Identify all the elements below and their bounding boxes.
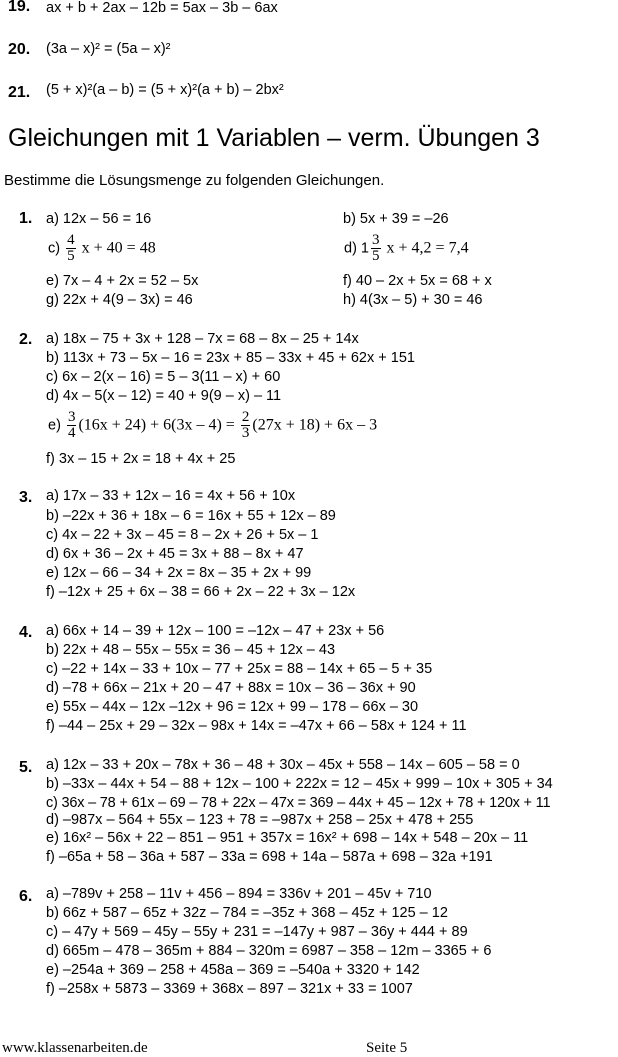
exercise-number-5: 5.	[19, 759, 33, 776]
ex1-d-rest: x + 4,2 = 7,4	[386, 239, 469, 257]
ex6-line: c) – 47y + 569 – 45y – 55y + 231 = –147y + 987 – 36y + 444 + 89	[46, 924, 468, 940]
ex4-line: f) –44 – 25x + 29 – 32x – 98x + 14x = –47x + 66 – 58x + 124 + 11	[46, 718, 467, 734]
ex1-d-label: d) 1	[344, 240, 369, 257]
ex1-g: g) 22x + 4(9 – 3x) = 46	[46, 292, 193, 308]
ex2-e-rest: (27x + 18) + 6x – 3	[252, 416, 378, 434]
ex5-line: a) 12x – 33 + 20x – 78x + 36 – 48 + 30x – 45x + 558 – 14x – 605 – 58 = 0	[46, 757, 520, 773]
fraction	[371, 233, 381, 264]
ex1-c	[48, 233, 156, 264]
ex4-line: c) –22 + 14x – 33 + 10x – 77 + 25x = 88 – 14x + 65 – 5 + 35	[46, 661, 433, 677]
ex2-c: c) 6x – 2(x – 16) = 5 – 3(11 – x) + 60	[46, 369, 281, 385]
ex3-line: f) –12x + 25 + 6x – 38 = 66 + 2x – 22 + 3x – 12x	[46, 584, 356, 600]
ex1-c-rest: x + 40 = 48	[81, 239, 156, 257]
ex4-line: a) 66x + 14 – 39 + 12x – 100 = –12x – 47 + 23x + 56	[46, 623, 385, 639]
problem-number-20: 20.	[8, 41, 31, 58]
fraction-numerator: 3	[372, 232, 380, 248]
ex1-a: a) 12x – 56 = 16	[46, 211, 152, 227]
ex1-e: e) 7x – 4 + 2x = 52 – 5x	[46, 273, 199, 289]
fraction-denominator: 3	[241, 425, 250, 441]
ex2-e-middle: (16x + 24) + 6(3x – 4) =	[78, 416, 235, 434]
ex3-line: b) –22x + 36 + 18x – 6 = 16x + 55 + 12x – 89	[46, 508, 336, 524]
exercise-number-4: 4.	[19, 624, 33, 641]
ex3-line: d) 6x + 36 – 2x + 45 = 3x + 88 – 8x + 47	[46, 546, 304, 562]
fraction-numerator: 2	[241, 409, 250, 425]
ex3-line: e) 12x – 66 – 34 + 2x = 8x – 35 + 2x + 99	[46, 565, 312, 581]
ex6-line: f) –258x + 5873 – 3369 + 368x – 897 – 321x + 33 = 1007	[46, 981, 413, 997]
instructions: Bestimme die Lösungsmenge zu folgenden Gleichungen.	[4, 172, 385, 189]
ex3-line: a) 17x – 33 + 12x – 16 = 4x + 56 + 10x	[46, 488, 296, 504]
footer-website: www.klassenarbeiten.de	[2, 1040, 148, 1056]
ex6-line: d) 665m – 478 – 365m + 884 – 320m = 6987 – 358 – 12m – 3365 + 6	[46, 943, 492, 959]
problem-number-21: 21.	[8, 84, 31, 101]
fraction	[66, 233, 76, 264]
ex5-line: b) –33x – 44x + 54 – 88 + 12x – 100 + 222x = 12 – 45x + 999 – 10x + 305 + 34	[46, 776, 553, 792]
exercise-number-3: 3.	[19, 489, 33, 506]
fraction-numerator: 3	[67, 409, 76, 425]
ex5-line: d) –987x – 564 + 55x – 123 + 78 = –987x + 258 – 25x + 478 + 255	[46, 812, 474, 828]
ex6-line: a) –789v + 258 – 11v + 456 – 894 = 336v + 201 – 45v + 710	[46, 886, 432, 902]
fraction	[67, 410, 77, 441]
fraction	[241, 410, 251, 441]
ex2-e	[48, 410, 377, 441]
problem-19-equation: ax + b + 2ax – 12b = 5ax – 3b – 6ax	[46, 0, 278, 16]
problem-20-equation: (3a – x)² = (5a – x)²	[46, 41, 171, 57]
problem-21-equation: (5 + x)²(a – b) = (5 + x)²(a + b) – 2bx²	[46, 82, 284, 98]
fraction-numerator: 4	[67, 232, 75, 248]
fraction-denominator: 4	[67, 425, 76, 441]
ex5-line: f) –65a + 58 – 36a + 587 – 33a = 698 + 14a – 587a + 698 – 32a +191	[46, 849, 493, 865]
ex1-b: b) 5x + 39 = –26	[343, 211, 449, 227]
ex1-h: h) 4(3x – 5) + 30 = 46	[343, 292, 483, 308]
page-title: Gleichungen mit 1 Variablen – verm. Übungen 3	[8, 124, 540, 152]
ex1-f: f) 40 – 2x + 5x = 68 + x	[343, 273, 492, 289]
ex2-e-label: e)	[48, 417, 61, 434]
ex1-c-label: c)	[48, 240, 61, 257]
ex3-line: c) 4x – 22 + 3x – 45 = 8 – 2x + 26 + 5x – 1	[46, 527, 319, 543]
exercise-number-2: 2.	[19, 331, 33, 348]
ex2-d: d) 4x – 5(x – 12) = 40 + 9(9 – x) – 11	[46, 388, 282, 404]
ex2-f: f) 3x – 15 + 2x = 18 + 4x + 25	[46, 451, 236, 467]
ex2-a: a) 18x – 75 + 3x + 128 – 7x = 68 – 8x – 25 + 14x	[46, 331, 359, 347]
exercise-number-1: 1.	[19, 210, 33, 227]
ex4-line: e) 55x – 44x – 12x –12x + 96 = 12x + 99 – 178 – 66x – 30	[46, 699, 419, 715]
exercise-number-6: 6.	[19, 888, 33, 905]
ex2-b: b) 113x + 73 – 5x – 16 = 23x + 85 – 33x + 45 + 62x + 151	[46, 350, 415, 366]
footer-page-number: Seite 5	[366, 1040, 408, 1056]
ex5-line: e) 16x² – 56x + 22 – 851 – 951 + 357x = 16x² + 698 – 14x + 548 – 20x – 11	[46, 830, 529, 846]
ex5-line: c) 36x – 78 + 61x – 69 – 78 + 22x – 47x = 369 – 44x + 45 – 12x + 78 + 120x + 11	[46, 795, 551, 811]
problem-number-19: 19.	[8, 0, 31, 15]
fraction-denominator: 5	[372, 248, 380, 264]
ex4-line: d) –78 + 66x – 21x + 20 – 47 + 88x = 10x – 36 – 36x + 90	[46, 680, 416, 696]
ex4-line: b) 22x + 48 – 55x – 55x = 36 – 45 + 12x – 43	[46, 642, 336, 658]
fraction-denominator: 5	[67, 248, 75, 264]
ex6-line: b) 66z + 587 – 65z + 32z – 784 = –35z + 368 – 45z + 125 – 12	[46, 905, 448, 921]
ex6-line: e) –254a + 369 – 258 + 458a – 369 = –540a + 3320 + 142	[46, 962, 420, 978]
ex1-d	[344, 233, 469, 264]
